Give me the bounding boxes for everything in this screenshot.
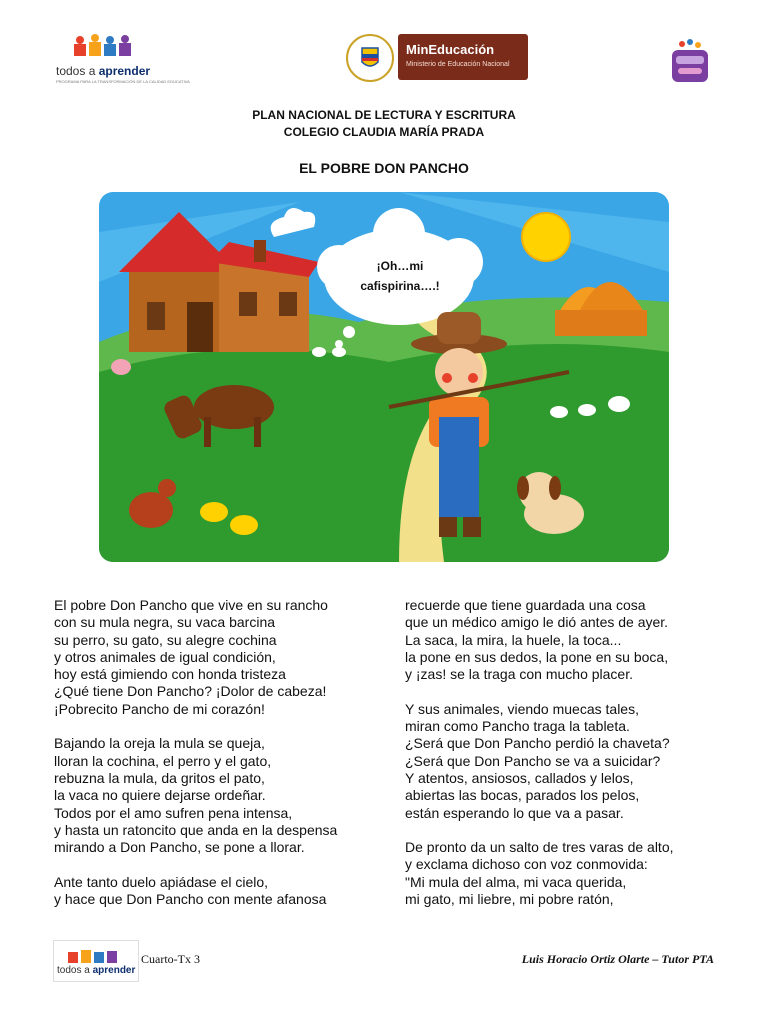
stanza xyxy=(54,874,384,909)
todos-a-aprender-logo xyxy=(52,34,190,84)
poem-line: y exclama dichoso con voz conmovida: xyxy=(405,856,648,873)
stanza xyxy=(54,597,384,718)
speech-line-2: cafispirina….! xyxy=(360,279,440,293)
poem-line: abiertas las bocas, parados los pelos, xyxy=(405,787,640,804)
ministry-name: MinEducación xyxy=(406,42,495,57)
poem-line: hoy está gimiendo con honda tristeza xyxy=(54,666,286,683)
poem-line: miran como Pancho traga la tableta. xyxy=(405,718,630,735)
poem-line: Bajando la oreja la mula se queja, xyxy=(54,735,265,752)
heading-colegio: COLEGIO CLAUDIA MARÍA PRADA xyxy=(283,125,485,139)
poem-line: rebuzna la mula, da gritos el pato, xyxy=(54,769,265,786)
stanza xyxy=(405,701,735,822)
colored-blocks-icon xyxy=(66,943,126,965)
heading-plan-nacional: PLAN NACIONAL DE LECTURA Y ESCRITURA xyxy=(252,108,516,122)
poem-title: EL POBRE DON PANCHO xyxy=(299,160,469,176)
poem-line: lloran la cochina, el perro y el gato, xyxy=(54,752,272,769)
poem-left-column xyxy=(54,597,384,926)
poem-line: con su mula negra, su vaca barcina xyxy=(54,614,276,631)
poem-line: están esperando lo que va a pasar. xyxy=(405,804,624,821)
poem-line: De pronto da un salto de tres varas de alto, xyxy=(405,839,674,856)
ministry-banner xyxy=(398,34,528,80)
stanza xyxy=(54,735,384,856)
poem-line: la vaca no quiere dejarse ordeñar. xyxy=(54,787,266,804)
poem-line: El pobre Don Pancho que vive en su rancho xyxy=(54,597,328,613)
stanza xyxy=(405,839,735,908)
leer-es-mi-cuento-logo xyxy=(668,38,712,86)
farm-illustration xyxy=(99,192,669,562)
mineducacion-logo xyxy=(346,34,530,82)
poem-line: ¿Será que Don Pancho perdió la chaveta? xyxy=(405,735,670,752)
poem-line: La saca, la mira, la huele, la toca... xyxy=(405,631,622,648)
poem-line: su perro, su gato, su alegre cochina xyxy=(54,631,277,648)
ministry-subtitle: Ministerio de Educación Nacional xyxy=(406,61,510,68)
poem-line: mirando a Don Pancho, se pone a llorar. xyxy=(54,839,305,856)
poem-line: la pone en sus dedos, la pone en su boca, xyxy=(405,648,669,665)
poem-line: y ¡zas! se la traga con mucho placer. xyxy=(405,666,633,683)
poem-line: recuerde que tiene guardada una cosa xyxy=(405,597,646,613)
logo-wordmark: todos a aprender xyxy=(56,64,151,78)
footer-logo-wordmark: todos a aprender xyxy=(57,965,136,976)
poem-line: ¿Será que Don Pancho se va a suicidar? xyxy=(405,752,661,769)
document-code: Cuarto-Tx 3 xyxy=(141,952,200,966)
logo-tagline: PROGRAMA PARA LA TRANSFORMACIÓN DE LA CALIDAD EDUCATIVA xyxy=(56,79,190,84)
grass xyxy=(99,344,669,562)
poem-line: y otros animales de igual condición, xyxy=(54,648,276,665)
poem-line: Y sus animales, viendo muecas tales, xyxy=(405,700,639,717)
speech-bubble-text xyxy=(352,256,448,296)
poem-line: Ante tanto duelo apiádase el cielo, xyxy=(54,873,269,890)
sun-icon xyxy=(522,213,570,261)
colombia-seal-icon xyxy=(346,34,394,82)
poem-line: Y atentos, ansiosos, callados y lelos, xyxy=(405,769,634,786)
author-signature: Luis Horacio Ortiz Olarte – Tutor PTA xyxy=(521,952,714,966)
footer-todos-a-aprender-logo xyxy=(53,940,139,982)
stanza xyxy=(405,597,735,683)
pig xyxy=(111,359,131,375)
speech-line-1: ¡Oh…mi xyxy=(376,259,424,273)
poem-right-column xyxy=(405,597,735,926)
colored-blocks-icon xyxy=(72,34,142,58)
poem-line: que un médico amigo le dió antes de ayer. xyxy=(405,614,669,631)
poem-line: y hasta un ratoncito que anda en la despensa xyxy=(54,821,338,838)
poem-line: Todos por el amo sufren pena intensa, xyxy=(54,804,293,821)
poem-line: y hace que Don Pancho con mente afanosa xyxy=(54,891,327,908)
book-logo-icon xyxy=(668,38,712,86)
poem-line: "Mi mula del alma, mi vaca querida, xyxy=(405,873,627,890)
poem-line: ¡Pobrecito Pancho de mi corazón! xyxy=(54,700,265,717)
poem-line: mi gato, mi liebre, mi pobre ratón, xyxy=(405,891,614,908)
poem-line: ¿Qué tiene Don Pancho? ¡Dolor de cabeza! xyxy=(54,683,327,700)
